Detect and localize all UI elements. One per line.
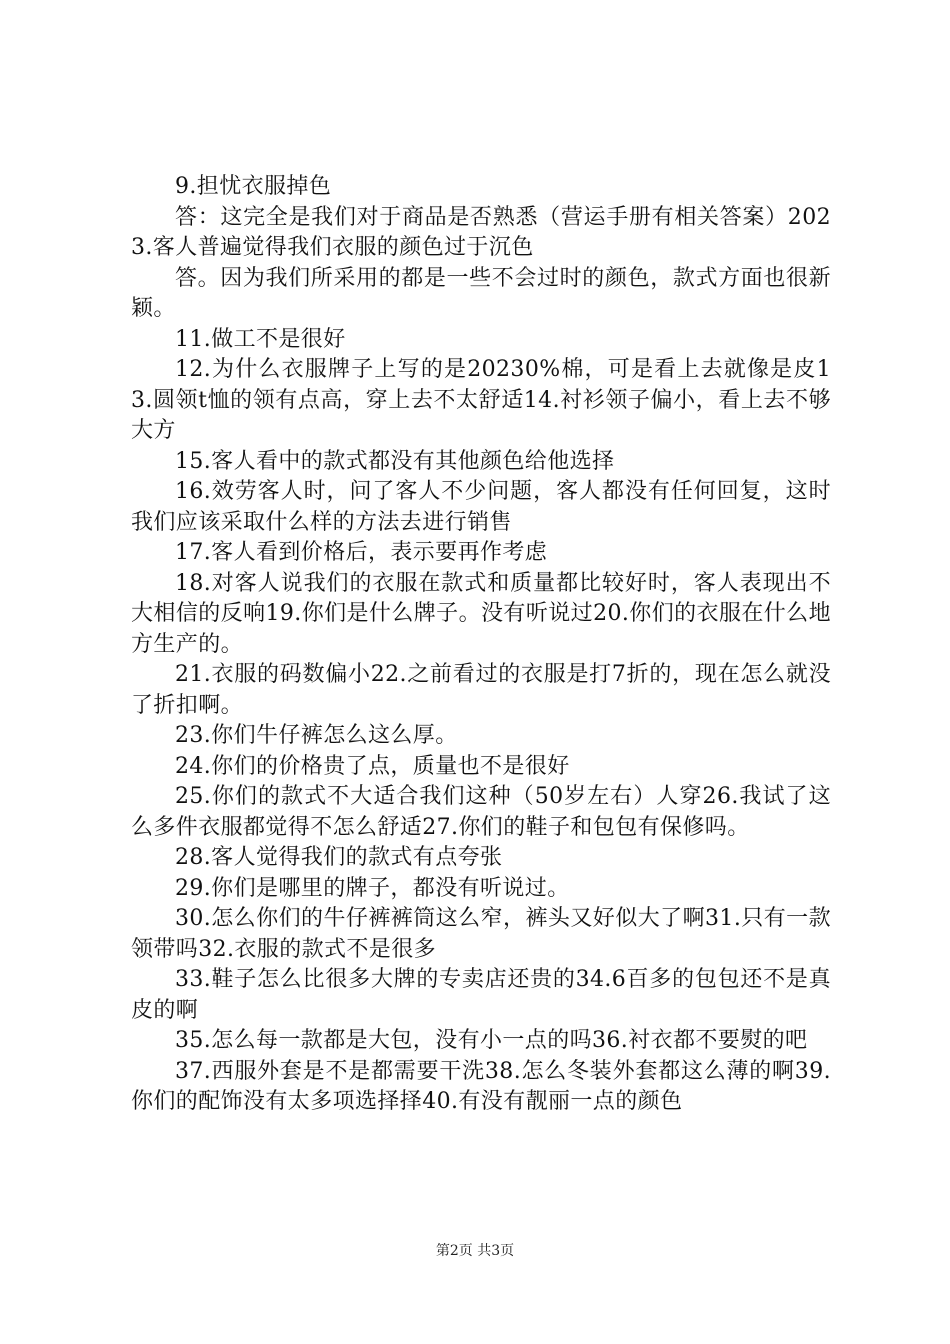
paragraph: 21.衣服的码数偏小22.之前看过的衣服是打7折的，现在怎么就没了折扣啊。 [131,662,831,718]
paragraph: 9.担忧衣服掉色 [175,174,332,199]
paragraph: 33.鞋子怎么比很多大牌的专卖店还贵的34.6百多的包包还不是真皮的啊 [131,967,831,1023]
paragraph: 30.怎么你们的牛仔裤裤筒这么窄，裤头又好似大了啊31.只有一款领带吗32.衣服的款式不是很多 [131,906,831,962]
paragraph: 23.你们牛仔裤怎么这么厚。 [175,723,458,748]
page-number-footer: 第2页 共3页 [435,1243,515,1259]
paragraph: 18.对客人说我们的衣服在款式和质量都比较好时，客人表现出不大相信的反响19.你们是什么牌子。没有听说过20.你们的衣服在什么地方生产的。 [131,570,831,657]
paragraph: 24.你们的价格贵了点，质量也不是很好 [175,753,570,779]
paragraph: 11.做工不是很好 [175,326,346,352]
paragraph: 35.怎么每一款都是大包，没有小一点的吗36.衬衣都不要熨的吧 [175,1028,808,1053]
paragraph: 12.为什么衣服牌子上写的是20230%棉，可是看上去就像是皮13.圆领t恤的领有点高，穿上去不太舒适14.衬衫领子偏小，看上去不够大方 [131,357,831,443]
paragraph: 15.客人看中的款式都没有其他颜色给他选择 [175,448,615,474]
paragraph: 答。因为我们所采用的都是一些不会过时的颜色，款式方面也很新颖。 [131,265,831,321]
paragraph: 29.你们是哪里的牌子，都没有听说过。 [175,875,570,901]
paragraph: 28.客人觉得我们的款式有点夸张 [175,845,503,870]
document-body [131,172,831,1118]
paragraph: 25.你们的款式不大适合我们这种（50岁左右）人穿26.我试了这么多件衣服都觉得不怎么舒适27.你们的鞋子和包包有保修吗。 [131,784,831,840]
paragraph: 17.客人看到价格后，表示要再作考虑 [175,540,548,565]
paragraph: 答：这完全是我们对于商品是否熟悉（营运手册有相关答案）2023.客人普遍觉得我们衣服的颜色过于沉色 [131,204,831,260]
paragraph: 37.西服外套是不是都需要干洗38.怎么冬装外套都这么薄的啊39.你们的配饰没有太多项选择择40.有没有靓丽一点的颜色 [131,1058,831,1114]
paragraph: 16.效劳客人时，问了客人不少问题，客人都没有任何回复，这时我们应该采取什么样的方法去进行销售 [131,479,831,535]
